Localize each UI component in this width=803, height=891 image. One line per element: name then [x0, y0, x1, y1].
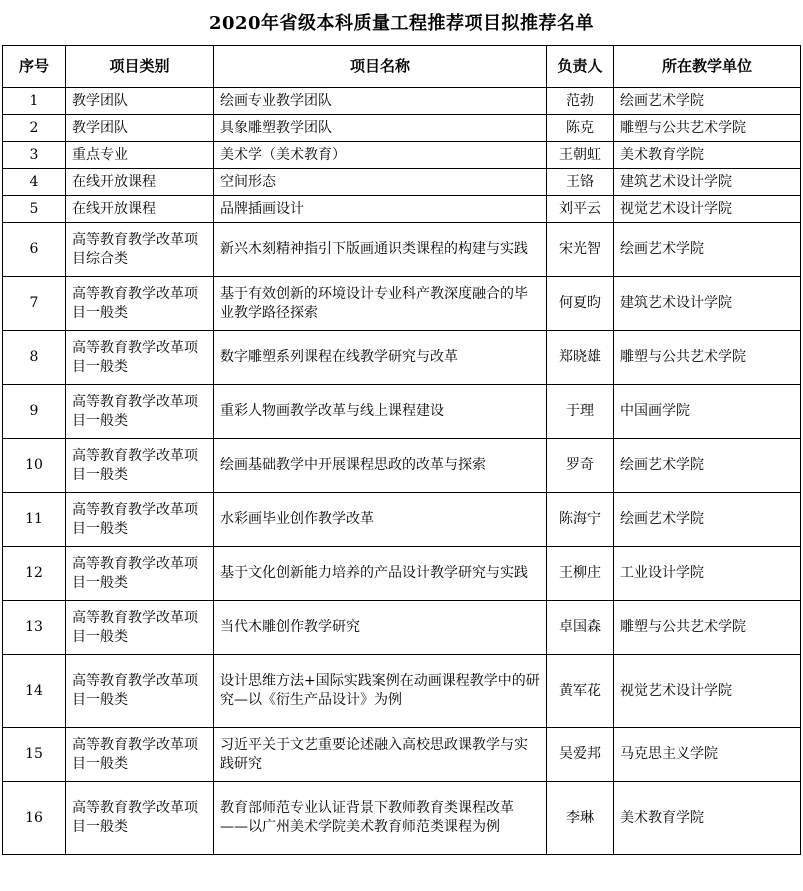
row-project-name: 美术学（美术教育）	[214, 142, 547, 169]
row-unit: 绘画艺术学院	[614, 493, 801, 547]
row-number: 1	[3, 88, 66, 115]
row-unit: 视觉艺术设计学院	[614, 655, 801, 728]
row-project-name: 绘画专业教学团队	[214, 88, 547, 115]
row-number: 14	[3, 655, 66, 728]
row-number: 2	[3, 115, 66, 142]
table-row	[3, 782, 801, 855]
row-project-name: 新兴木刻精神指引下版画通识类课程的构建与实践	[214, 223, 547, 277]
row-leader: 王柳庄	[547, 547, 614, 601]
row-number: 6	[3, 223, 66, 277]
table-row	[3, 115, 801, 142]
row-category: 高等教育教学改革项目一般类	[66, 728, 214, 782]
row-category: 高等教育教学改革项目一般类	[66, 601, 214, 655]
table-row	[3, 223, 801, 277]
row-category: 高等教育教学改革项目一般类	[66, 493, 214, 547]
row-number: 4	[3, 169, 66, 196]
row-category: 在线开放课程	[66, 169, 214, 196]
row-unit: 中国画学院	[614, 385, 801, 439]
row-leader: 范勃	[547, 88, 614, 115]
row-unit: 美术教育学院	[614, 142, 801, 169]
row-category: 高等教育教学改革项目一般类	[66, 331, 214, 385]
row-leader: 陈海宁	[547, 493, 614, 547]
column-header-unit: 所在教学单位	[614, 46, 801, 88]
row-leader: 吴爱邦	[547, 728, 614, 782]
row-leader: 王铬	[547, 169, 614, 196]
row-unit: 绘画艺术学院	[614, 223, 801, 277]
row-category: 高等教育教学改革项目综合类	[66, 223, 214, 277]
row-number: 9	[3, 385, 66, 439]
row-project-name: 绘画基础教学中开展课程思政的改革与探索	[214, 439, 547, 493]
row-unit: 视觉艺术设计学院	[614, 196, 801, 223]
row-category: 高等教育教学改革项目一般类	[66, 277, 214, 331]
row-project-name: 教育部师范专业认证背景下教师教育类课程改革——以广州美术学院美术教育师范类课程为例	[214, 782, 547, 855]
table-row	[3, 439, 801, 493]
table-row	[3, 277, 801, 331]
table-row	[3, 169, 801, 196]
row-unit: 美术教育学院	[614, 782, 801, 855]
row-project-name: 基于有效创新的环境设计专业科产教深度融合的毕业教学路径探索	[214, 277, 547, 331]
row-leader: 李琳	[547, 782, 614, 855]
table-row	[3, 196, 801, 223]
row-category: 高等教育教学改革项目一般类	[66, 385, 214, 439]
column-header-project-name: 项目名称	[214, 46, 547, 88]
row-project-name: 空间形态	[214, 169, 547, 196]
row-project-name: 数字雕塑系列课程在线教学研究与改革	[214, 331, 547, 385]
row-unit: 工业设计学院	[614, 547, 801, 601]
row-unit: 建筑艺术设计学院	[614, 277, 801, 331]
table-row	[3, 142, 801, 169]
row-leader: 何夏昀	[547, 277, 614, 331]
row-project-name: 基于文化创新能力培养的产品设计教学研究与实践	[214, 547, 547, 601]
row-leader: 卓国森	[547, 601, 614, 655]
row-project-name: 习近平关于文艺重要论述融入高校思政课教学与实践研究	[214, 728, 547, 782]
row-category: 高等教育教学改革项目一般类	[66, 547, 214, 601]
row-leader: 于理	[547, 385, 614, 439]
table-row	[3, 493, 801, 547]
row-unit: 绘画艺术学院	[614, 439, 801, 493]
column-header-category: 项目类别	[66, 46, 214, 88]
document-title: 2020年省级本科质量工程推荐项目拟推荐名单	[208, 13, 595, 34]
row-leader: 罗奇	[547, 439, 614, 493]
table-row	[3, 601, 801, 655]
row-number: 15	[3, 728, 66, 782]
row-category: 教学团队	[66, 88, 214, 115]
row-unit: 绘画艺术学院	[614, 88, 801, 115]
recommendation-table	[2, 45, 801, 855]
table-row	[3, 728, 801, 782]
row-category: 重点专业	[66, 142, 214, 169]
column-header-number: 序号	[3, 46, 66, 88]
row-project-name: 具象雕塑教学团队	[214, 115, 547, 142]
row-number: 8	[3, 331, 66, 385]
row-project-name: 品牌插画设计	[214, 196, 547, 223]
row-leader: 王朝虹	[547, 142, 614, 169]
table-header-row	[3, 46, 801, 88]
table-row	[3, 547, 801, 601]
row-number: 7	[3, 277, 66, 331]
column-header-leader: 负责人	[547, 46, 614, 88]
row-leader: 刘平云	[547, 196, 614, 223]
row-number: 3	[3, 142, 66, 169]
table-row	[3, 655, 801, 728]
row-project-name: 当代木雕创作教学研究	[214, 601, 547, 655]
row-project-name: 设计思维方法+国际实践案例在动画课程教学中的研究—以《衍生产品设计》为例	[214, 655, 547, 728]
table-row	[3, 88, 801, 115]
row-category: 高等教育教学改革项目一般类	[66, 439, 214, 493]
row-leader: 陈克	[547, 115, 614, 142]
table-row	[3, 331, 801, 385]
row-number: 10	[3, 439, 66, 493]
row-number: 12	[3, 547, 66, 601]
row-number: 13	[3, 601, 66, 655]
row-category: 在线开放课程	[66, 196, 214, 223]
row-unit: 雕塑与公共艺术学院	[614, 331, 801, 385]
row-leader: 郑晓雄	[547, 331, 614, 385]
row-unit: 雕塑与公共艺术学院	[614, 115, 801, 142]
row-category: 教学团队	[66, 115, 214, 142]
row-unit: 马克思主义学院	[614, 728, 801, 782]
row-leader: 宋光智	[547, 223, 614, 277]
row-number: 11	[3, 493, 66, 547]
row-project-name: 重彩人物画教学改革与线上课程建设	[214, 385, 547, 439]
row-number: 16	[3, 782, 66, 855]
row-number: 5	[3, 196, 66, 223]
row-category: 高等教育教学改革项目一般类	[66, 655, 214, 728]
row-unit: 雕塑与公共艺术学院	[614, 601, 801, 655]
row-leader: 黄军花	[547, 655, 614, 728]
row-category: 高等教育教学改革项目一般类	[66, 782, 214, 855]
row-unit: 建筑艺术设计学院	[614, 169, 801, 196]
row-project-name: 水彩画毕业创作教学改革	[214, 493, 547, 547]
table-row	[3, 385, 801, 439]
